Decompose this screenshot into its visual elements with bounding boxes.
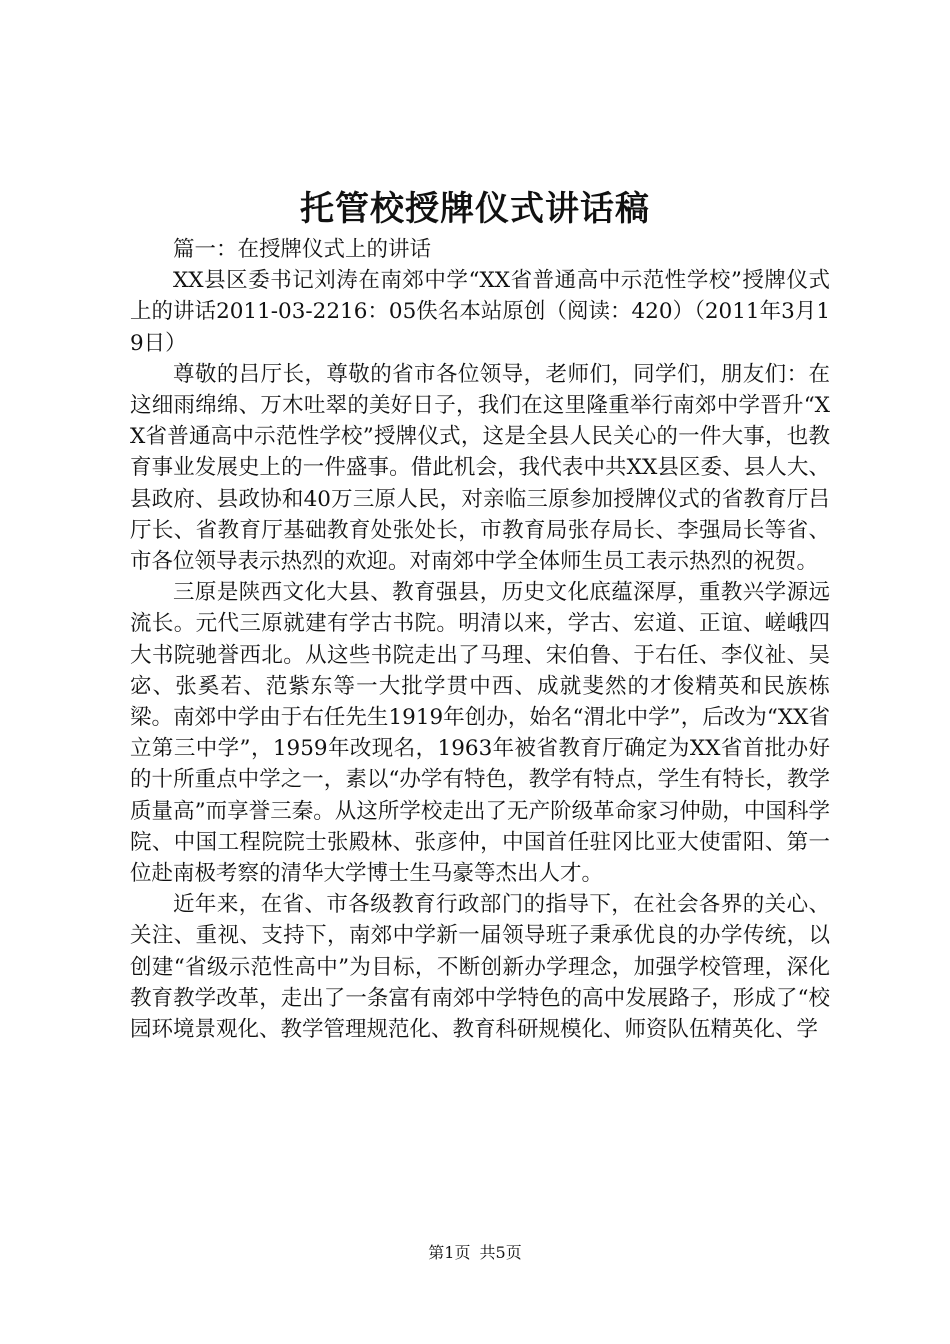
paragraph: 近年来，在省、市各级教育行政部门的指导下，在社会各界的关心、关注、重视、支持下，南郊中学新一届领导班子秉承优良的办学传统，以创建“省级示范性高中”为目标，不断创新办学理念，加强学校管理，深化教育教学改革，走出了一条富有南郊中学特色的高中发展路子，形成了“校园环境景观化、教学管理规范化、教育科研规模化、师资队伍精英化、学 xyxy=(130,892,830,1043)
section-heading: 篇一：在授牌仪式上的讲话 xyxy=(173,237,432,262)
paragraph: 尊敬的吕厅长，尊敬的省市各位领导，老师们，同学们，朋友们：在这细雨绵绵、万木吐翠的美好日子，我们在这里隆重举行南郊中学晋升“XX省普通高中示范性学校”授牌仪式，这是全县人民关心的一件大事，也教育事业发展史上的一件盛事。借此机会，我代表中共XX县区委、县人大、县政府、县政协和40万三原人民，对亲临三原参加授牌仪式的省教育厅吕厅长、省教育厅基础教育处张处长，市教育局张存局长、李强局长等省、市各位领导表示热烈的欢迎。对南郊中学全体师生员工表示热烈的祝贺。 xyxy=(130,361,830,575)
paragraph: 三原是陕西文化大县、教育强县，历史文化底蕴深厚，重教兴学源远流长。元代三原就建有学古书院。明清以来，学古、宏道、正谊、嵯峨四大书院驰誉西北。从这些书院走出了马理、宋伯鲁、于右任、李仪祉、吴宓、张奚若、范紫东等一大批学贯中西、成就斐然的才俊精英和民族栋梁。南郊中学由于右任先生1919年创办，始名“渭北中学”，后改为“XX省立第三中学”，1959年改现名，1963年被省教育厅确定为XX省首批办好的十所重点中学之一，素以“办学有特色，教学有特点，学生有特长，教学质量高”而享誉三秦。从这所学校走出了无产阶级革命家习仲勋，中国科学院、中国工程院院士张殿林、张彦仲，中国首任驻冈比亚大使雷阳、第一位赴南极考察的清华大学博士生马豪等杰出人才。 xyxy=(130,580,830,887)
page-number-footer: 第1页 共5页 xyxy=(428,1243,522,1262)
document-title: 托管校授牌仪式讲话稿 xyxy=(300,189,650,229)
document-body xyxy=(130,234,830,1045)
paragraph: XX县区委书记刘涛在南郊中学“XX省普通高中示范性学校”授牌仪式上的讲话2011-03-2216：05佚名本站原创（阅读：420）（2011年3月19日） xyxy=(130,268,830,356)
